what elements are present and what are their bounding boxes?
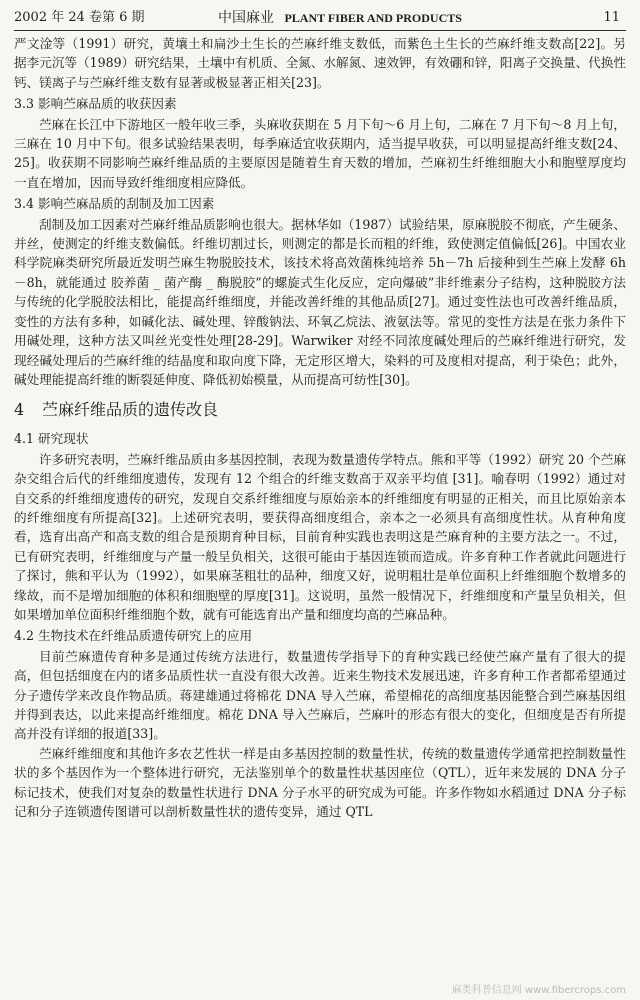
section-heading-3-3: 3.3 影响苎麻品质的收获因素 <box>14 96 177 112</box>
section-heading-4-2: 4.2 生物技术在纤维品质遗传研究上的应用 <box>14 628 253 644</box>
paragraph-3-3: 苎麻在长江中下游地区一般年收三季，头麻收获期在 5 月下旬～6 月上旬，二麻在 7 月下旬～8 月上旬，三麻在 10 月中下旬。很多试验结果表明，每季麻适宜收获期内，适当提早收获，可以明显提高纤维支数[24、25]。收获期不同影响苎麻纤维品质的主要原因是随着生育天数的增加，苎麻初生纤维细胞大小和胞壁厚度均一直在增加，因而导致纤维细度相应降低。 <box>14 116 626 190</box>
chapter-title: 苎麻纤维品质的遗传改良 <box>42 400 219 420</box>
paragraph-4-1: 许多研究表明，苎麻纤维品质由多基因控制，表现为数量遗传学特点。熊和平等（1992）研究 20 个苎麻杂交组合后代的纤维细度遗传，发现有 12 个组合的纤维支数高于双亲平均值 [31]。喻春明（1992）通过对自交系的纤维细度遗传的研究，发现自交系纤维细度与原始亲本的纤维细度有明显的正相关，而且比原始亲本的纤维细度有所提高[32]。上述研究表明，要获得高细度组合，亲本之一必须具有高细度性状。从育种角度看，选育出高产和高支数的组合是预期育种目标，目前育种实践也表明这是苎麻育种的主要方法之一。不过，已有研究表明，纤维细度与产量一般呈负相关，这很可能由于基因连锁而造成。许多育种工作者就此问题进行了探讨，熊和平认为（1992），如果麻茎粗壮的品种，细度又好，说明粗壮是单位面积上纤维细胞个数增多的缘故，而不是增加细胞的体积和细胞壁的厚度[31]。这说明，虽然一般情况下，纤维细度和产量呈负相关，但如果增加单位面积纤维细胞个数，就有可能选育出产量和细度均高的苎麻品种。 <box>14 451 626 622</box>
journal-title <box>218 6 462 30</box>
chapter-number: 4 <box>14 400 25 420</box>
section-heading-3-4: 3.4 影响苎麻品质的刮制及加工因素 <box>14 196 215 212</box>
body-text <box>14 34 626 821</box>
paragraph-4-2-a: 目前苎麻遗传育种多是通过传统方法进行，数量遗传学指导下的育种实践已经使苎麻产量有了很大的提高，但包括细度在内的诸多品质性状一直没有很大改善。近来生物技术发展迅速，许多育种工作者都希望通过分子遗传学来改良作物品质。蒋建雄通过将棉花 DNA 导入苎麻，希望棉花的高细度基因能整合到苎麻基因组并得到表达，以此来提高纤维细度。棉花 DNA 导入苎麻后，苎麻叶的形态有很大的变化，但细度是否有所提高并没有详细的报道[33]。 <box>14 648 626 742</box>
intro-paragraph: 严文淦等（1991）研究，黄壤土和扁沙土生长的苎麻纤维支数低，而紫色土生长的苎麻纤维支数高[22]。另据李元沉等（1989）研究结果，土壤中有机质、全氮、水解氮、速效钾，有效硼和锌，阳离子交换量、代换性钙、镁离子与苎麻纤维支数有显著或极显著正相关[23]。 <box>14 36 626 90</box>
journal-title-en: PLANT FIBER AND PRODUCTS <box>284 11 462 25</box>
paragraph-3-4: 刮制及加工因素对苎麻纤维品质影响也很大。据林华如（1987）试验结果，原麻脱胶不彻底，产生硬条、并丝，使测定的纤维支数偏低。纤维切割过长，则测定的都是长而粗的纤维，致使测定值偏低[26]。中国农业科学院麻类研究所最近发明苎麻生物脱胶技术，该技术将高效菌株纯培养 5h－7h 后接种到生苎麻上发酵 6h－8h，就能通过 胶养菌 _ 菌产酶 _ 酶脱胶”的螺旋式生化反应，定向爆破”非纤维素分子结构，这种脱胶方法与传统的化学脱胶法相比，能提高纤维细度，并能改善纤维的其他品质[27]。通过变性法也可改善纤维品质，变性的方法有多种，如碱化法、碱处理、锌酸钠法、环氧乙烷法、液氨法等。常见的变性方法是在张力条件下用碱处理，这种方法又叫丝光变性处理[28-29]。Warwiker 对经不同浓度碱处理后的苎麻纤维进行研究，发现经碱处理后的苎麻纤维的结晶度和取向度下降，无定形区增大，染料的可及度相对提高，利于染色；此外，碱处理能提高纤维的断裂延伸度、降低初始模量，从而提高可纺性[30]。 <box>14 216 626 387</box>
section-heading-4-1: 4.1 研究现状 <box>14 431 89 447</box>
journal-issue: 2002 年 24 卷第 6 期 <box>14 10 145 25</box>
running-header <box>14 6 626 31</box>
paragraph-4-2-b: 苎麻纤维细度和其他许多农艺性状一样是由多基因控制的数量性状，传统的数量遗传学通常把控制数量性状的多个基因作为一个整体进行研究，无法鉴别单个的数量性状基因座位（QTL），近年来发展的 DNA 分子标记技术，使我们对复杂的数量性状进行 DNA 分子水平的研究成为可能。许多作物如水稻通过 DNA 分子标记和分子连锁遗传图谱可以剖析数量性状的遗传变异，通过 QTL <box>14 745 626 820</box>
page-number: 11 <box>603 10 620 25</box>
chapter-heading <box>14 399 626 421</box>
journal-title-cn: 中国麻业 <box>218 10 274 26</box>
site-watermark: 麻类科普信息网 www.fibercrops.com <box>451 985 626 996</box>
